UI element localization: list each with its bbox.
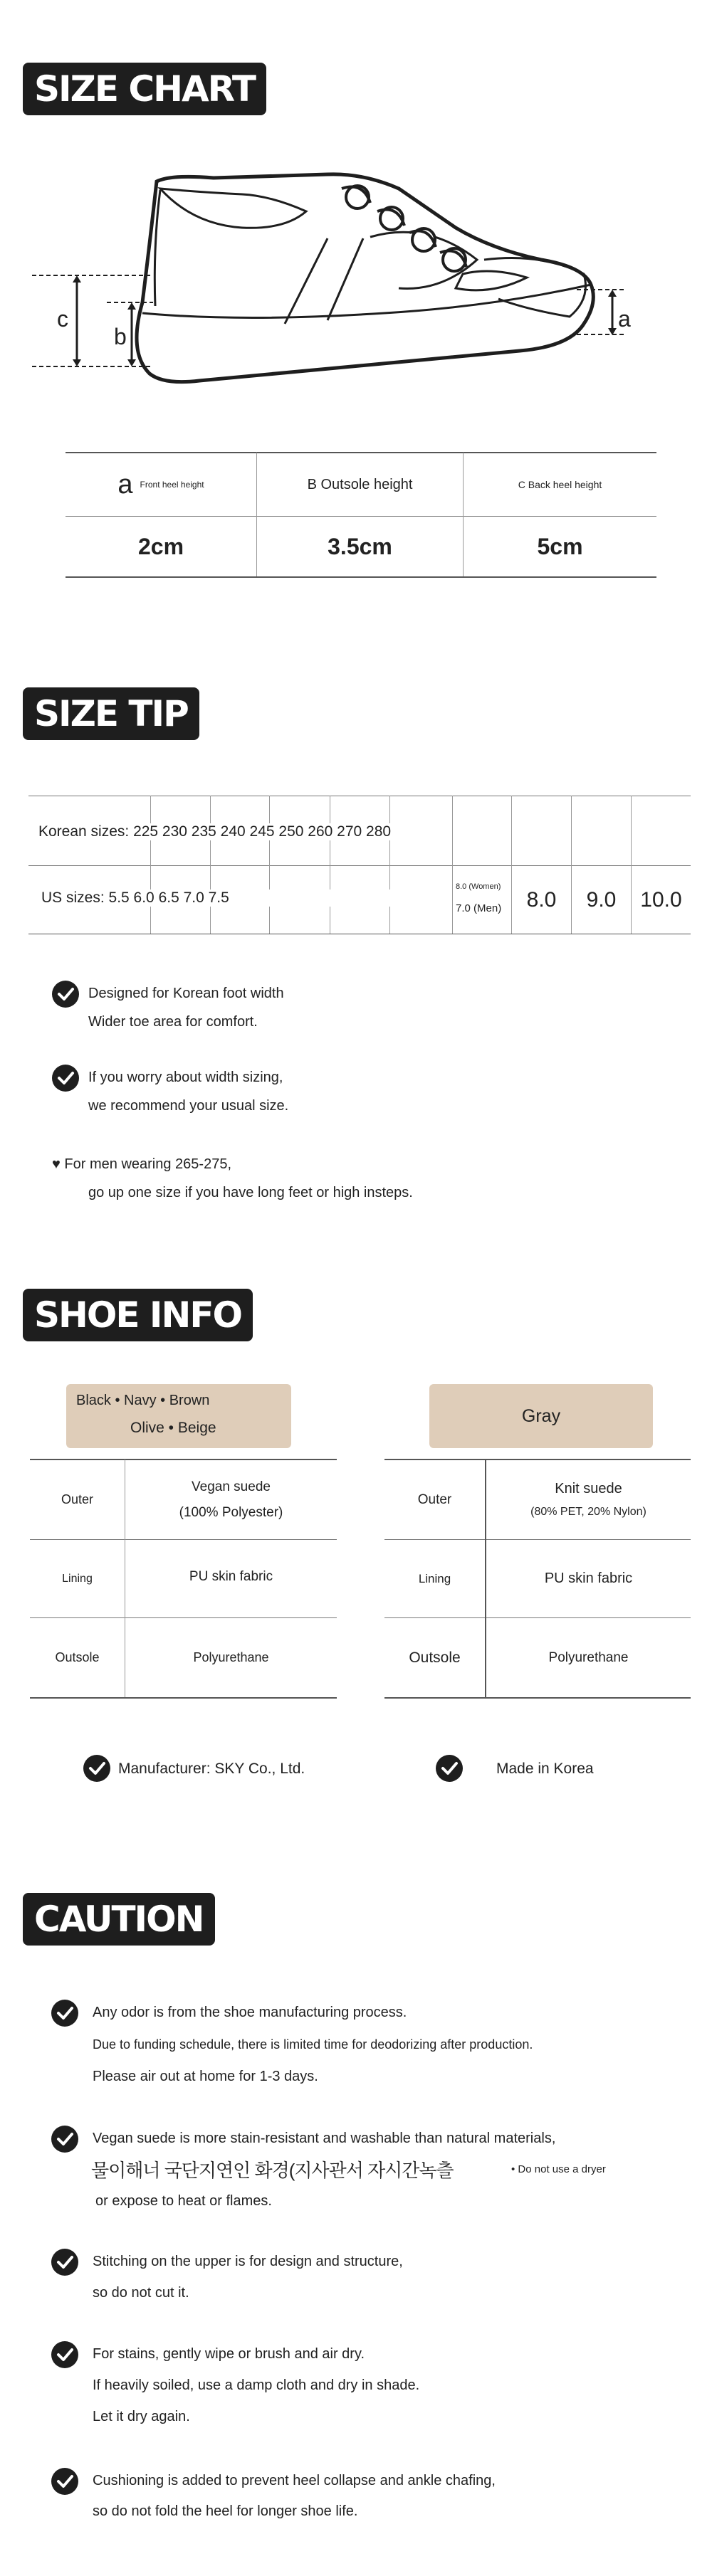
- caution-4-line-3: Let it dry again.: [93, 2409, 190, 2424]
- tip-2-line-1: If you worry about width sizing,: [88, 1070, 283, 1085]
- caution-5-line-2: so do not fold the heel for longer shoe life.: [93, 2503, 358, 2519]
- color-badge-right: Gray: [429, 1384, 653, 1448]
- size-tip-title: SIZE TIP: [23, 687, 199, 740]
- caution-3-line-1: Stitching on the upper is for design and structure,: [93, 2254, 403, 2269]
- left-lining-value: PU skin fabric: [189, 1569, 273, 1584]
- us-size-men: 7.0 (Men): [456, 902, 502, 914]
- check-icon: [52, 1065, 79, 1092]
- right-lining-label: Lining: [418, 1571, 451, 1585]
- caution-3-line-2: so do not cut it.: [93, 2285, 189, 2301]
- caution-2-line-3: or expose to heat or flames.: [95, 2193, 272, 2209]
- size-table-bottom-border: [66, 576, 656, 578]
- right-outsole-value: Polyurethane: [548, 1649, 629, 1665]
- size-grid-v6: [452, 796, 453, 934]
- caution-1-line-1: Any odor is from the shoe manufacturing process.: [93, 2005, 407, 2020]
- check-icon: [51, 2000, 78, 2027]
- check-icon: [51, 2468, 78, 2495]
- us-size-10: 10.0: [640, 887, 682, 912]
- korean-sizes-row: Korean sizes: 225 230 235 240 245 250 260 270 280: [38, 823, 395, 840]
- manufacturer-text: Manufacturer: SKY Co., Ltd.: [118, 1761, 305, 1777]
- size-grid-v5: [389, 796, 390, 934]
- left-outsole-label: Outsole: [55, 1650, 100, 1664]
- left-outer-value: [125, 1460, 337, 1539]
- check-icon: [51, 2341, 78, 2368]
- diagram-label-b: b: [114, 324, 127, 349]
- us-size-8: 8.0: [526, 887, 557, 912]
- value-front-heel: 2cm: [137, 533, 184, 559]
- header-back-heel-height: C Back heel height: [518, 479, 602, 490]
- size-grid-v2: [210, 796, 211, 934]
- caution-1-line-2: Due to funding schedule, there is limited time for deodorizing after production.: [93, 2037, 533, 2052]
- color-badge-left-line-2: Olive • Beige: [130, 1420, 216, 1436]
- left-outsole-value: Polyurethane: [193, 1650, 269, 1664]
- diagram-label-c: c: [57, 306, 68, 332]
- size-chart-title: SIZE CHART: [23, 63, 266, 115]
- caution-2-dryer-text: Do not use a dryer: [518, 2163, 606, 2175]
- us-size-women: 8.0 (Women): [456, 882, 501, 891]
- right-outer-value-line-1: Knit suede: [555, 1481, 622, 1496]
- left-material-table-bottom: [30, 1697, 337, 1699]
- value-outsole-height: 3.5cm: [328, 533, 392, 559]
- shoe-diagram-illustration: [28, 160, 655, 395]
- us-size-9: 9.0: [586, 887, 617, 912]
- us-sizes-row: US sizes: 5.5 6.0 6.5 7.0 7.5: [41, 890, 414, 907]
- right-outsole-label: Outsole: [409, 1649, 461, 1666]
- value-back-heel-height: 5cm: [537, 533, 583, 559]
- tip-1-line-2: Wider toe area for comfort.: [88, 1014, 258, 1030]
- check-icon: [51, 2126, 78, 2153]
- men-size-note-line-2: go up one size if you have long feet or high insteps.: [88, 1185, 413, 1200]
- caution-4-line-2: If heavily soiled, use a damp cloth and dry in shade.: [93, 2377, 420, 2393]
- left-outer-value-line-2: (100% Polyester): [179, 1504, 283, 1520]
- size-grid-v3: [269, 796, 270, 934]
- caution-1-line-3: Please air out at home for 1-3 days.: [93, 2069, 318, 2084]
- header-front-heel-label: Front heel height: [140, 480, 204, 490]
- tip-2-line-2: we recommend your usual size.: [88, 1098, 289, 1114]
- color-badge-left-line-1: Black • Navy • Brown: [76, 1393, 210, 1408]
- right-lining-value: PU skin fabric: [544, 1571, 633, 1586]
- size-grid-v1: [150, 796, 151, 934]
- caution-4-line-1: For stains, gently wipe or brush and air dry.: [93, 2346, 365, 2362]
- caution-2-line-1: Vegan suede is more stain-resistant and washable than natural materials,: [93, 2131, 556, 2146]
- left-outer-label: Outer: [61, 1492, 94, 1506]
- origin-text: Made in Korea: [496, 1761, 594, 1777]
- check-icon: [83, 1755, 110, 1782]
- right-outer-value-line-2: (80% PET, 20% Nylon): [530, 1506, 646, 1518]
- men-size-note-line-1: ♥ For men wearing 265-275,: [52, 1156, 232, 1172]
- caution-2-korean-overlay: 물이해너 국단지연인 화경(지사관서 자시간녹츨: [91, 2160, 454, 2181]
- left-lining-label: Lining: [62, 1572, 93, 1585]
- caution-title: CAUTION: [23, 1893, 215, 1946]
- right-outer-value: [486, 1460, 691, 1539]
- check-icon: [51, 2249, 78, 2276]
- caution-2-dryer-note: • Do not use a dryer: [511, 2163, 606, 2175]
- right-outer-label: Outer: [417, 1492, 452, 1507]
- header-front-heel-letter: a: [117, 469, 133, 500]
- caution-5-line-1: Cushioning is added to prevent heel collapse and ankle chafing,: [93, 2473, 496, 2488]
- shoe-info-title: SHOE INFO: [23, 1289, 253, 1341]
- diagram-label-a: a: [618, 306, 631, 332]
- right-material-table-bottom: [384, 1697, 691, 1699]
- header-front-heel: [66, 453, 256, 516]
- tip-1-line-1: Designed for Korean foot width: [88, 986, 284, 1001]
- header-outsole-height: B Outsole height: [307, 476, 413, 492]
- check-icon: [436, 1755, 463, 1782]
- check-icon: [52, 981, 79, 1008]
- left-outer-value-line-1: Vegan suede: [192, 1479, 271, 1494]
